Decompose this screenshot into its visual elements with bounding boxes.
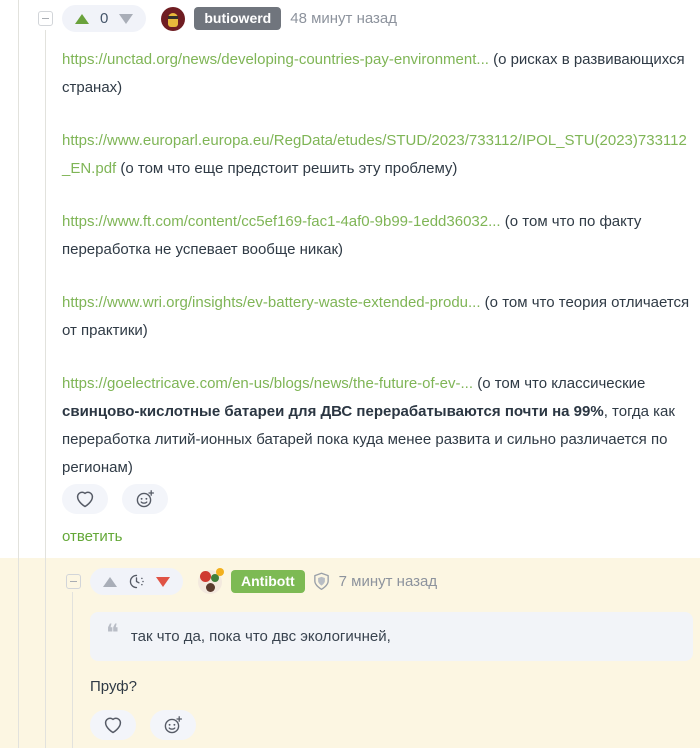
paragraph-text: (о том что классические [473, 375, 646, 392]
thread-line[interactable] [72, 592, 73, 748]
username-badge[interactable]: Antibott [231, 570, 305, 593]
vote-count: 0 [100, 10, 109, 27]
link-europarl[interactable]: https://www.europarl.europa.eu/RegData/etudes/STUD/2023/733112/IPOL_STU(2023)733112_EN.pdf [62, 132, 687, 177]
paragraph-bold-text: свинцово-кислотные батареи для ДВС перерабатываются почти на 99% [62, 403, 604, 420]
comment-header [38, 5, 397, 32]
quote-icon: ❝ [106, 619, 119, 647]
upvote-icon[interactable] [75, 14, 89, 24]
link-ft[interactable]: https://www.ft.com/content/cc5ef169-fac1-4af0-9b99-1edd36032... [62, 213, 501, 230]
comment-body [62, 46, 695, 482]
emoji-reaction-button[interactable] [150, 710, 196, 740]
shield-wrap [313, 572, 330, 591]
link-unctad[interactable]: https://unctad.org/news/developing-countries-pay-environment... [62, 51, 489, 68]
vote-pill [62, 5, 146, 32]
paragraph-text: (о том что по факту переработка не успевает вообще никак) [62, 213, 642, 258]
avatar[interactable] [198, 570, 222, 594]
comment-timestamp[interactable]: 7 минут назад [338, 573, 438, 590]
emoji-reaction-button[interactable] [122, 484, 168, 514]
downvote-icon[interactable] [119, 14, 133, 24]
rating-hidden-clock-icon [128, 573, 145, 590]
comment-body: Пруф? [90, 678, 137, 695]
paragraph-text: (о том что еще предстоит решить эту проблему) [116, 160, 458, 177]
paragraph-text: (о том что теория отличается от практики) [62, 294, 690, 339]
avatar-image-detail [206, 583, 215, 592]
username-badge[interactable]: butiowerd [194, 7, 281, 30]
avatar-image [200, 571, 211, 582]
comment-timestamp[interactable]: 48 минут назад [290, 10, 398, 27]
comment-paragraph [62, 208, 695, 264]
comment-paragraph [62, 46, 695, 102]
quote-block [90, 612, 693, 661]
comment-paragraph [62, 370, 695, 482]
smiley-plus-icon [163, 715, 183, 735]
online-indicator [216, 568, 224, 576]
like-button[interactable] [90, 710, 136, 740]
comment-actions [90, 710, 196, 740]
shield-icon [313, 572, 330, 591]
comment-paragraph [62, 289, 695, 345]
comment-actions [62, 484, 168, 514]
downvote-icon[interactable] [156, 577, 170, 587]
paragraph-text: , тогда как переработка литий-ионных батарей пока куда менее развита и сильно различается по регионам) [62, 403, 675, 476]
minus-icon [42, 18, 49, 20]
smiley-plus-icon [135, 489, 155, 509]
avatar[interactable] [161, 7, 185, 31]
avatar-image-detail [168, 16, 178, 19]
paragraph-text: (о рисках в развивающихся странах) [62, 51, 685, 96]
collapse-comment-button[interactable] [38, 11, 53, 26]
link-goelectricave[interactable]: https://goelectricave.com/en-us/blogs/news/the-future-of-ev-... [62, 375, 474, 392]
reply-button[interactable]: ответить [62, 528, 123, 545]
vote-pill [90, 568, 183, 595]
comment-header [66, 568, 437, 595]
thread-line[interactable] [45, 30, 46, 748]
heart-icon [103, 716, 123, 735]
thread-line[interactable] [18, 0, 19, 748]
collapse-comment-button[interactable] [66, 574, 81, 589]
upvote-icon[interactable] [103, 577, 117, 587]
comment-paragraph [62, 127, 695, 183]
link-wri[interactable]: https://www.wri.org/insights/ev-battery-waste-extended-produ... [62, 294, 481, 311]
quote-text: так что да, пока что двс экологичней, [130, 628, 391, 645]
minus-icon [70, 581, 77, 583]
heart-icon [75, 490, 95, 509]
like-button[interactable] [62, 484, 108, 514]
